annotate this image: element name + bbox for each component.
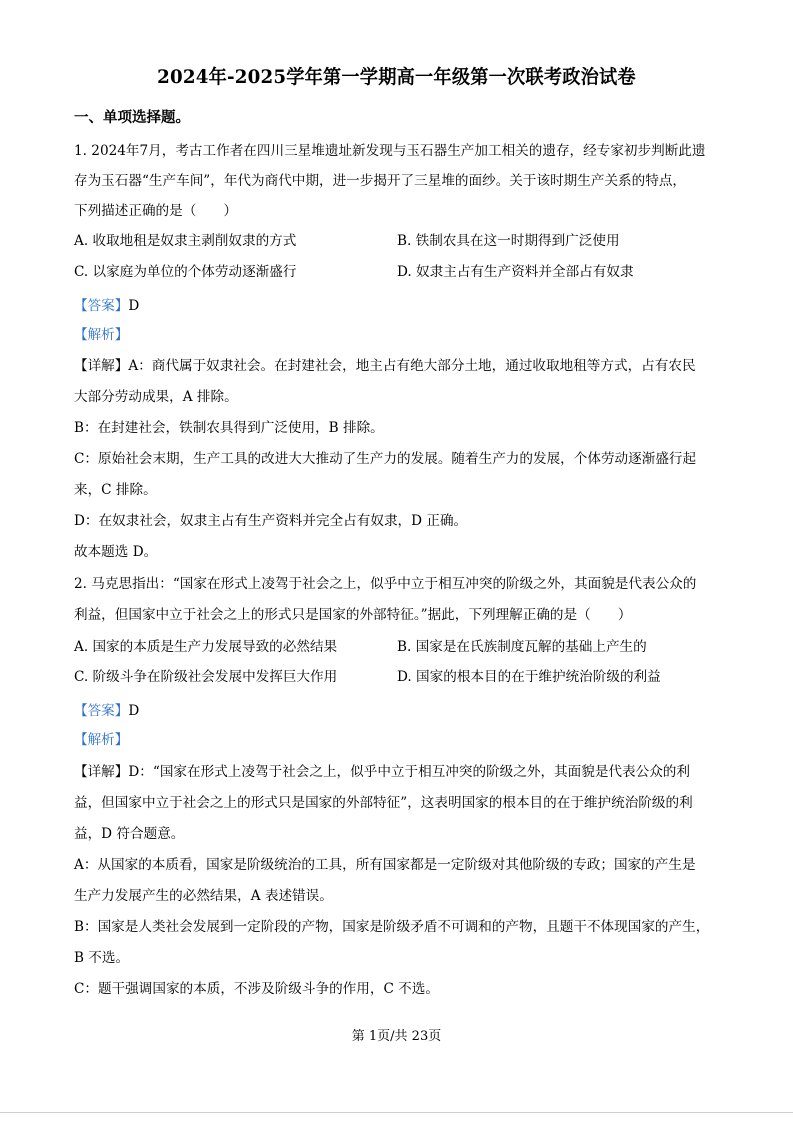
q1-answer-value: D	[128, 298, 140, 314]
q2-answer-value: D	[128, 703, 140, 719]
q1-stem-line: 存为玉石器“生产车间”，年代为商代中期，进一步揭开了三星堆的面纱。关于该时期生产关系的特点，	[74, 173, 687, 189]
q2-option-d: D. 国家的根本目的在于维护统治阶级的利益	[397, 669, 661, 685]
q1-detail-line: D：在奴隶社会，奴隶主占有生产资料并完全占有奴隶，D 正确。	[74, 513, 468, 529]
q2-answer-line	[74, 702, 139, 720]
page-number-footer: 第 1页/共 23页	[351, 1029, 442, 1044]
analysis-tag: 【解析】	[74, 327, 129, 343]
q2-stem-line: 2. 马克思指出：“国家在形式上凌驾于社会之上，似乎中立于相互冲突的阶级之外，其面貌是代表公众的	[74, 576, 697, 592]
q2-detail-line: B 不选。	[74, 950, 130, 966]
q1-option-a: A. 收取地租是奴隶主剥削奴隶的方式	[74, 233, 297, 249]
q2-detail-line: 益，但国家中立于社会之上的形式只是国家的外部特征”，这表明国家的根本目的在于维护统治阶级的利	[74, 795, 693, 811]
q1-detail-line: 【详解】A：商代属于奴隶社会。在封建社会，地主占有绝大部分土地，通过收取地租等方式，占有农民	[74, 358, 696, 374]
q1-detail-line: 故本题选 D。	[74, 544, 158, 560]
q2-option-c: C. 阶级斗争在阶级社会发展中发挥巨大作用	[74, 669, 338, 685]
q1-answer-line	[74, 297, 139, 315]
q2-detail-line: 生产力发展产生的必然结果，A 表述错误。	[74, 888, 333, 904]
q2-detail-line: 【详解】D：“国家在形式上凌驾于社会之上，似乎中立于相互冲突的阶级之外，其面貌是代表公众的利	[74, 764, 690, 780]
q2-stem-line: 利益，但国家中立于社会之上的形式只是国家的外部特征。”据此，下列理解正确的是（ ）	[74, 607, 632, 623]
answer-tag: 【答案】	[74, 703, 129, 719]
analysis-tag: 【解析】	[74, 732, 129, 748]
q1-option-c: C. 以家庭为单位的个体劳动逐渐盛行	[74, 264, 297, 280]
q1-stem-line: 下列描述正确的是（ ）	[74, 203, 238, 219]
q2-detail-line: B：国家是人类社会发展到一定阶段的产物，国家是阶级矛盾不可调和的产物，且题干不体现国家的产生，	[74, 919, 710, 935]
q1-detail-line: C：原始社会末期，生产工具的改进大大推动了生产力的发展。随着生产力的发展，个体劳动逐渐盛行起	[74, 451, 697, 467]
section-heading: 一、单项选择题。	[74, 109, 190, 126]
q2-detail-line: 益，D 符合题意。	[74, 826, 185, 842]
q1-detail-line: 大部分劳动成果，A 排除。	[74, 389, 238, 405]
q2-option-a: A. 国家的本质是生产力发展导致的必然结果	[74, 639, 338, 655]
q1-option-d: D. 奴隶主占有生产资料并全部占有奴隶	[397, 264, 634, 280]
q2-detail-line: C：题干强调国家的本质，不涉及阶级斗争的作用，C 不选。	[74, 981, 439, 997]
q1-stem-line: 1. 2024年7月，考古工作者在四川三星堆遗址新发现与玉石器生产加工相关的遗存，经专家初步判断此遗	[74, 143, 706, 159]
q1-detail-line: 来，C 排除。	[74, 482, 157, 498]
page-title: 2024年-2025学年第一学期高一年级第一次联考政治试卷	[157, 66, 636, 88]
q1-option-b: B. 铁制农具在这一时期得到广泛使用	[397, 233, 620, 249]
q2-option-b: B. 国家是在氏族制度瓦解的基础上产生的	[397, 639, 647, 655]
q2-detail-line: A：从国家的本质看，国家是阶级统治的工具，所有国家都是一定阶级对其他阶级的专政；国家的产生是	[74, 857, 696, 873]
q1-detail-line: B：在封建社会，铁制农具得到广泛使用，B 排除。	[74, 420, 384, 436]
page-bottom-divider	[0, 1112, 793, 1113]
answer-tag: 【答案】	[74, 298, 129, 314]
